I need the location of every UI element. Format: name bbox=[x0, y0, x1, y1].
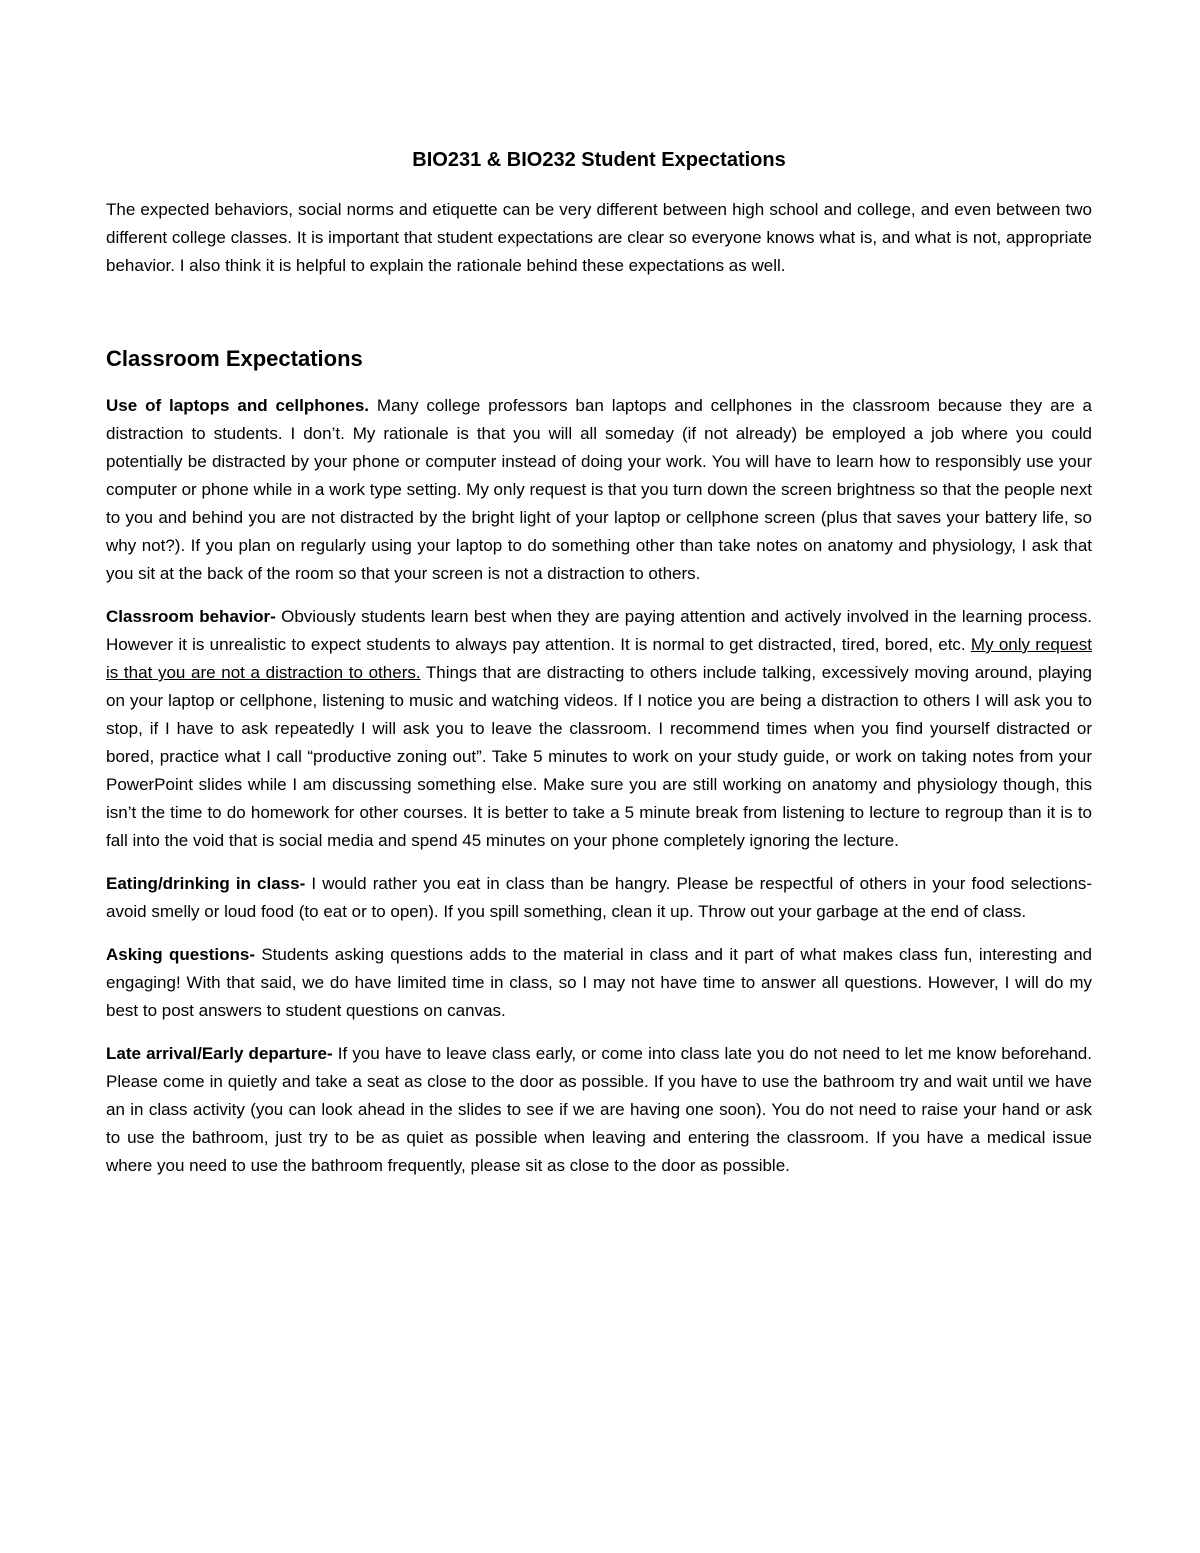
laptops-text: Many college professors ban laptops and cellphones in the classroom because they are a distraction to students. I don’t. My rationale is that you will all someday (if not already) be employed a job where you could potentially be distracted by your phone or computer instead of doing your work. You will have to learn how to responsibly use your computer or phone while in a work type setting. My only request is that you turn down the screen brightness so that the people next to you and behind you are not distracted by the bright light of your laptop or cellphone screen (plus that saves your battery life, so why not?). If you plan on regularly using your laptop to do something other than take notes on anatomy and physiology, I ask that you sit at the back of the room so that your screen is not a distraction to others. bbox=[106, 396, 1093, 583]
questions-paragraph bbox=[106, 941, 1092, 1025]
questions-lead: Asking questions- bbox=[106, 945, 255, 964]
behavior-text-after: Things that are distracting to others include talking, excessively moving around, playing on your laptop or cellphone, listening to music and watching videos. If I notice you are being a distraction to others I will ask you to stop, if I have to ask repeatedly I will ask you to leave the classroom. I recommend times when you find yourself distracted or bored, practice what I call “productive zoning out”. Take 5 minutes to work on your study guide, or work on taking notes from your PowerPoint slides while I am discussing something else. Make sure you are still working on anatomy and physiology though, this isn’t the time to do homework for other courses. It is better to take a 5 minute break from listening to lecture to regroup than it is to fall into the void that is social media and spend 45 minutes on your phone completely ignoring the lecture. bbox=[106, 663, 1092, 850]
behavior-lead: Classroom behavior- bbox=[106, 607, 276, 626]
questions-text: Students asking questions adds to the material in class and it part of what makes class fun, interesting and engaging! With that said, we do have limited time in class, so I may not have time to answer all questions. However, I will do my best to post answers to student questions on canvas. bbox=[106, 945, 1092, 1020]
intro-paragraph: The expected behaviors, social norms and etiquette can be very different between high school and college, and even between two different college classes. It is important that student expectations are clear so everyone knows what is, and what is not, appropriate behavior. I also think it is helpful to explain the rationale behind these expectations as well. bbox=[106, 200, 1092, 275]
behavior-paragraph bbox=[106, 603, 1092, 855]
document-title: BIO231 & BIO232 Student Expectations bbox=[412, 149, 786, 171]
eating-paragraph bbox=[106, 870, 1092, 926]
laptops-lead: Use of laptops and cellphones. bbox=[106, 396, 370, 415]
section-heading: Classroom Expectations bbox=[106, 346, 363, 371]
behavior-text-before: Obviously students learn best when they are paying attention and actively involved in the learning process. However it is unrealistic to expect students to always pay attention. It is normal to get distracted, tired, bored, etc. bbox=[106, 607, 1093, 654]
eating-lead: Eating/drinking in class- bbox=[106, 874, 306, 893]
arrival-paragraph bbox=[106, 1040, 1092, 1180]
eating-text: I would rather you eat in class than be hangry. Please be respectful of others in your food selections- avoid smelly or loud food (to eat or to open). If you spill something, clean it up. Throw out your garbage at the end of class. bbox=[106, 874, 1092, 921]
laptops-paragraph bbox=[106, 392, 1092, 588]
arrival-lead: Late arrival/Early departure- bbox=[106, 1044, 333, 1063]
behavior-underlined-request: My only request is that you are not a distraction to others. bbox=[106, 635, 1092, 682]
arrival-text: If you have to leave class early, or come into class late you do not need to let me know beforehand. Please come in quietly and take a seat as close to the door as possible. If you have to use the bathroom try and wait until we have an in class activity (you can look ahead in the slides to see if we are having one soon). You do not need to raise your hand or ask to use the bathroom, just try to be as quiet as possible when leaving and entering the classroom. If you have a medical issue where you need to use the bathroom frequently, please sit as close to the door as possible. bbox=[106, 1044, 1092, 1175]
document-page bbox=[106, 146, 1092, 1195]
